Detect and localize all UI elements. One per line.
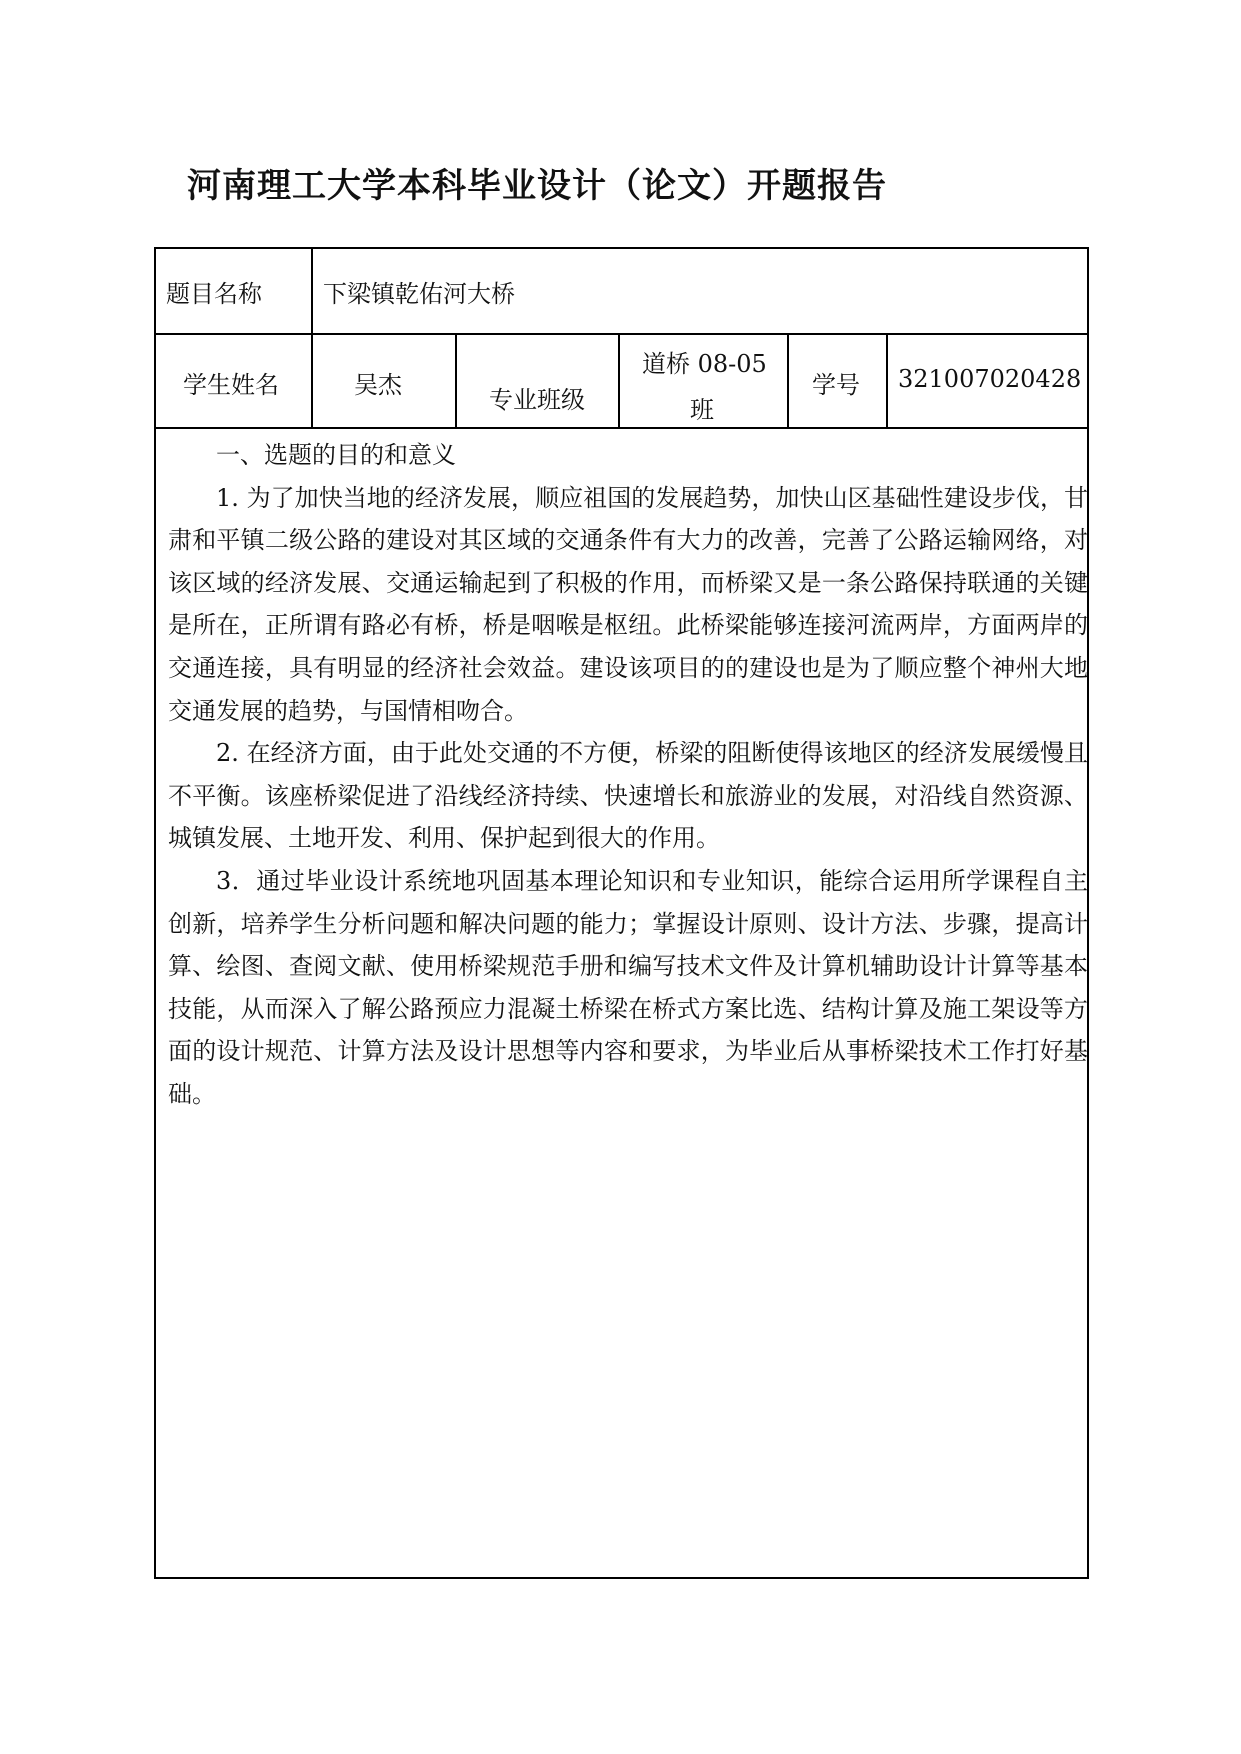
table-top-border (154, 247, 1089, 249)
student-name-value: 吴杰 (354, 371, 402, 399)
student-id-label: 学号 (812, 371, 860, 399)
student-name-label: 学生姓名 (183, 371, 279, 399)
topic-value: 下梁镇乾佑河大桥 (323, 280, 515, 308)
row1-col-divider (311, 247, 313, 335)
topic-label: 题目名称 (166, 280, 262, 308)
class-value-line2: 班 (690, 396, 714, 424)
document-title: 河南理工大学本科毕业设计（论文）开题报告 (187, 166, 887, 206)
student-id-value: 321007020428 (898, 365, 1082, 393)
report-content (168, 434, 1088, 1116)
class-value-line1: 道桥 08-05 (642, 350, 767, 378)
table-row2-divider (154, 427, 1089, 429)
row2-col-divider-4 (787, 333, 789, 429)
row2-col-divider-1 (311, 333, 313, 429)
class-label: 专业班级 (489, 386, 585, 414)
table-left-border (154, 247, 156, 1579)
paragraph-3: 3．通过毕业设计系统地巩固基本理论知识和专业知识，能综合运用所学课程自主创新，培养学生分析问题和解决问题的能力；掌握设计原则、设计方法、步骤，提高计算、绘图、查阅文献、使用桥梁规范手册和编写技术文件及计算机辅助设计计算等基本技能，从而深入了解公路预应力混凝土桥梁在桥式方案比选、结构计算及施工架设等方面的设计规范、计算方法及设计思想等内容和要求，为毕业后从事桥梁技术工作打好基础。 (168, 866, 1088, 1108)
row2-col-divider-5 (886, 333, 888, 429)
table-bottom-border (154, 1577, 1089, 1579)
row2-col-divider-2 (455, 333, 457, 429)
row2-col-divider-3 (618, 333, 620, 429)
paragraph-1: 1. 为了加快当地的经济发展，顺应祖国的发展趋势，加快山区基础性建设步伐，甘肃和平镇二级公路的建设对其区域的交通条件有大力的改善，完善了公路运输网络，对该区域的经济发展、交通运输起到了积极的作用，而桥梁又是一条公路保持联通的关键是所在，正所谓有路必有桥，桥是咽喉是枢纽。此桥梁能够连接河流两岸，方面两岸的交通连接，具有明显的经济社会效益。建设该项目的的建设也是为了顺应整个神州大地交通发展的趋势，与国情相吻合。 (168, 483, 1088, 725)
paragraph-2: 2. 在经济方面，由于此处交通的不方便，桥梁的阻断使得该地区的经济发展缓慢且不平衡。该座桥梁促进了沿线经济持续、快速增长和旅游业的发展，对沿线自然资源、城镇发展、土地开发、利用、保护起到很大的作用。 (168, 739, 1088, 853)
table-row1-divider (154, 333, 1089, 335)
section-heading: 一、选题的目的和意义 (216, 441, 456, 469)
